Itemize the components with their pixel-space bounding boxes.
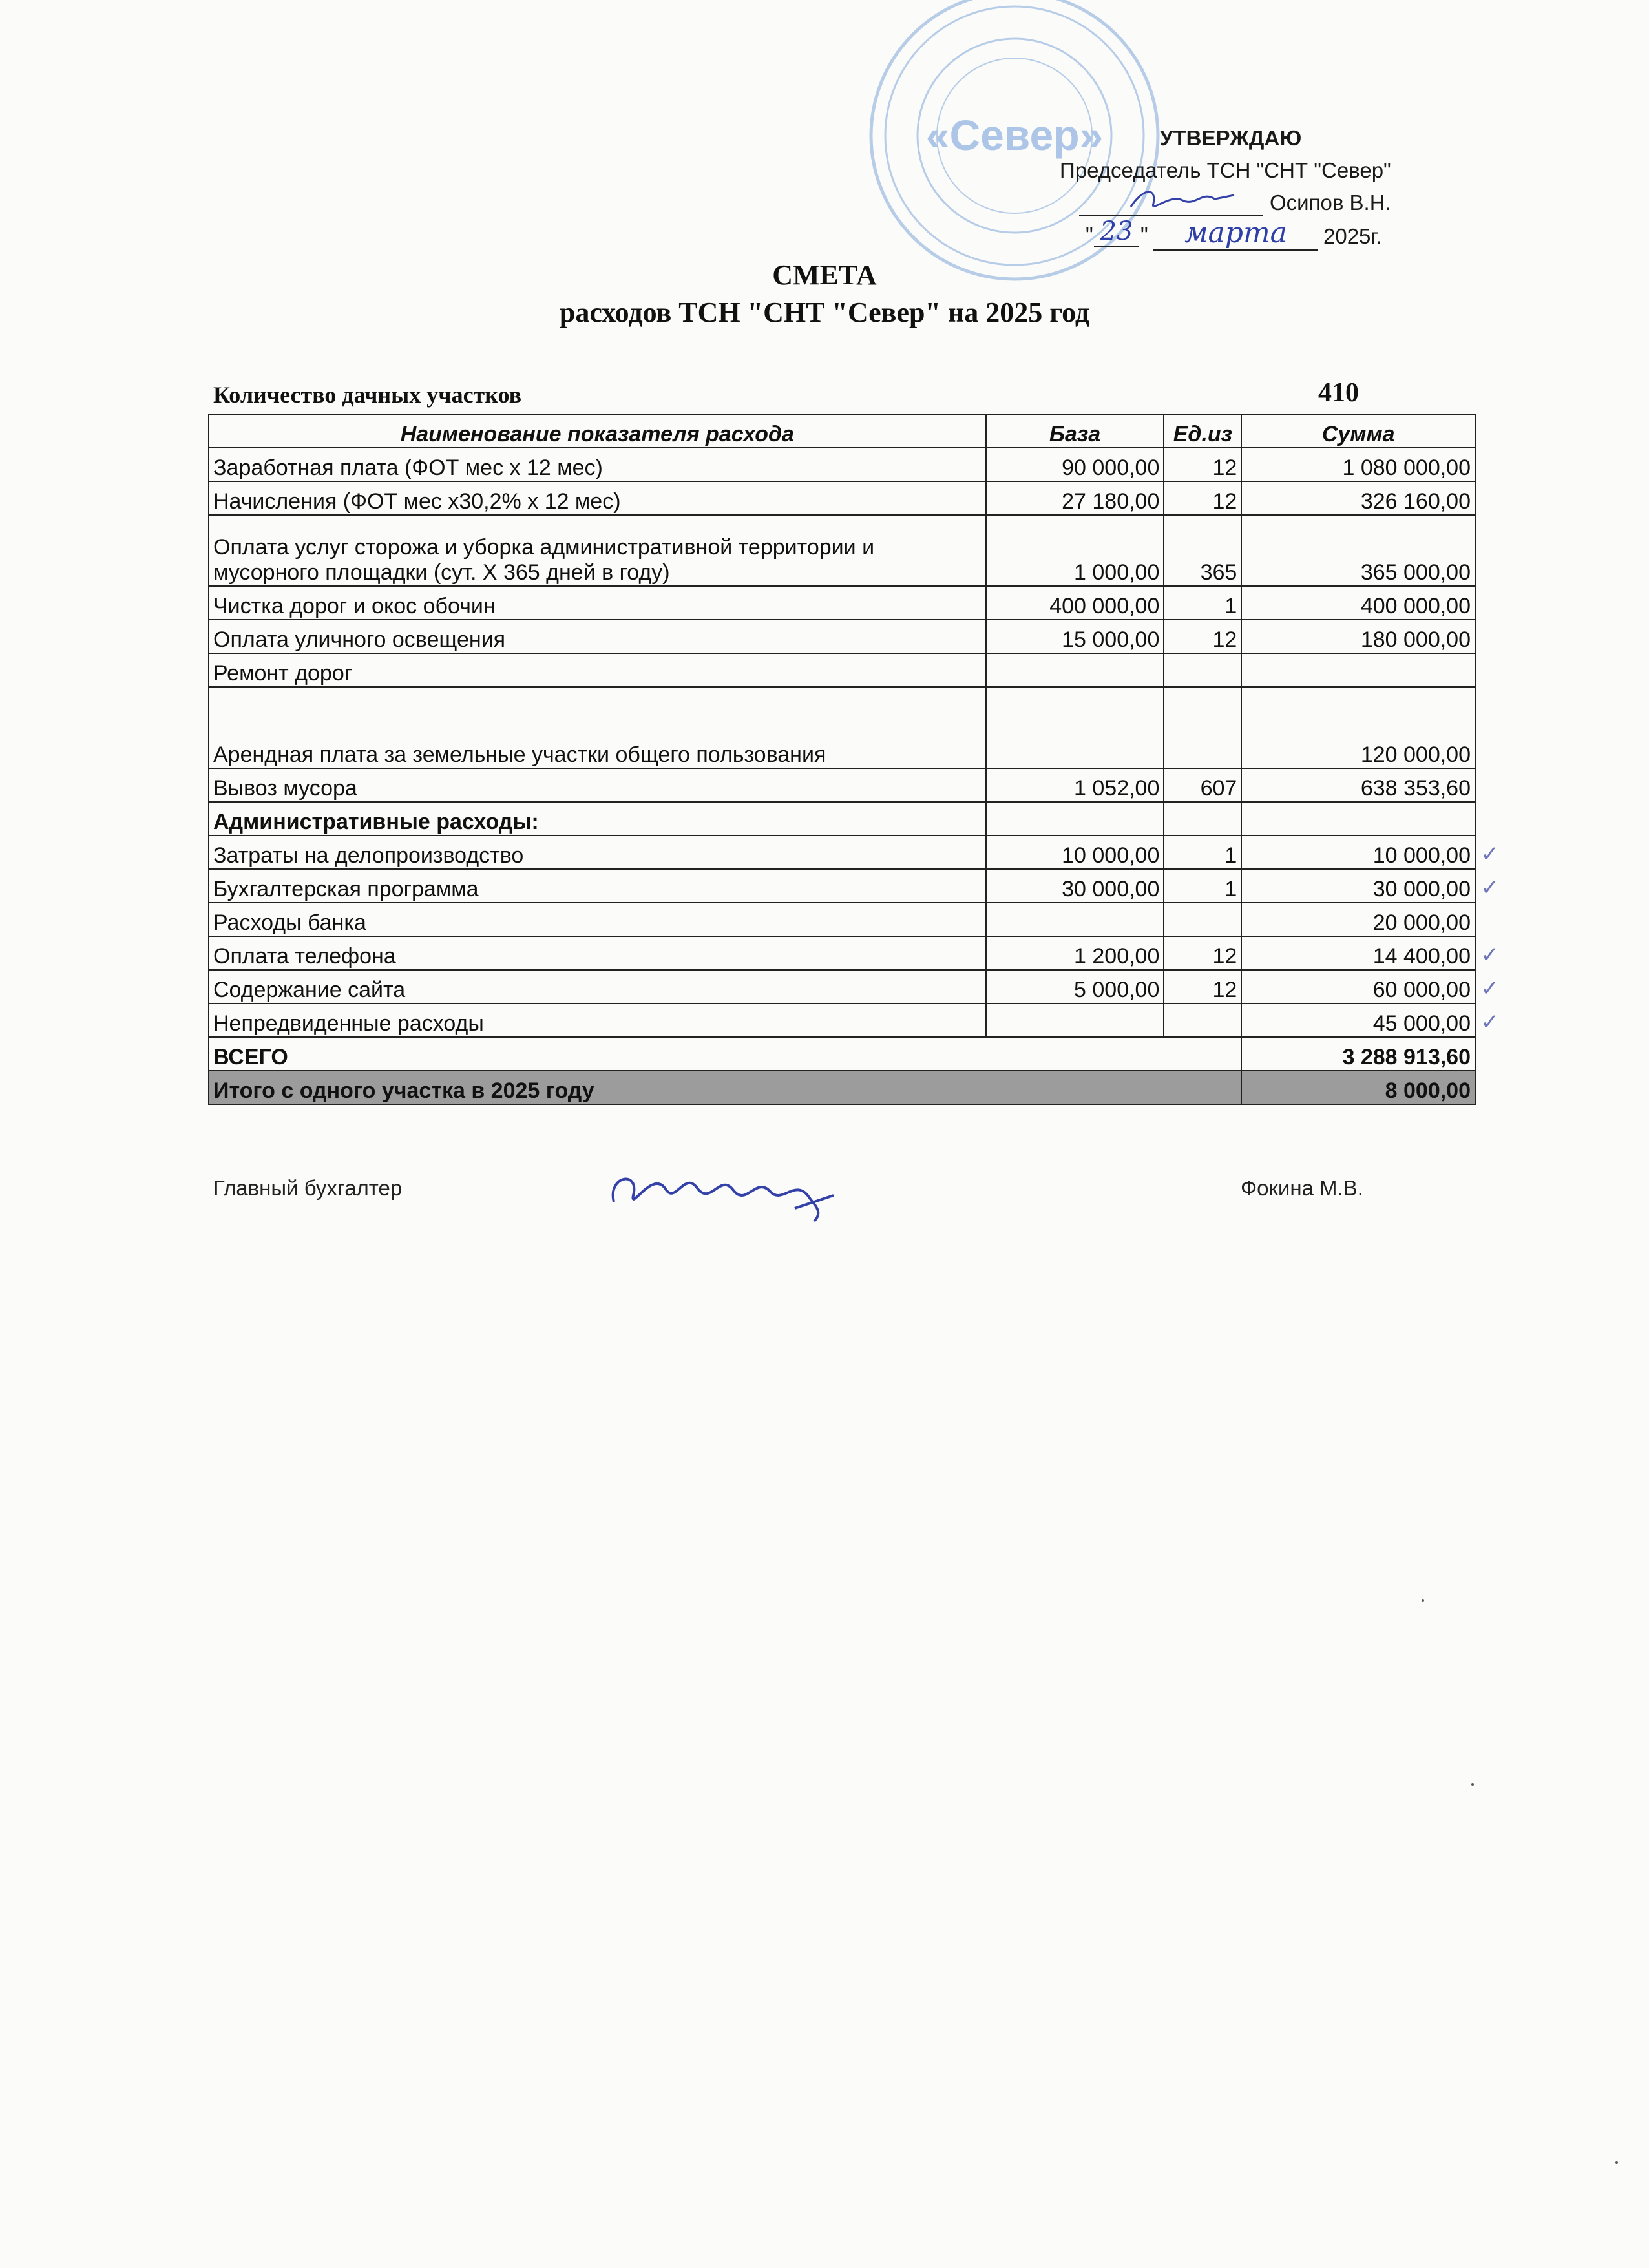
row-unit: 12 <box>1164 448 1241 481</box>
row-name: Чистка дорог и окос обочин <box>209 586 986 620</box>
row-name: Затраты на делопроизводство <box>209 835 986 869</box>
plots-count-value: 410 <box>1318 378 1359 408</box>
plots-count-label: Количество дачных участков <box>213 382 522 408</box>
row-name: Оплата услуг сторожа и уборка административной территории и мусорного площадки (сут. Х 365 дней в году) <box>209 515 986 586</box>
row-unit <box>1164 1003 1241 1037</box>
table-row <box>209 620 1475 653</box>
row-unit: 12 <box>1164 936 1241 970</box>
row-unit: 1 <box>1164 586 1241 620</box>
row-sum: 365 000,00 <box>1241 515 1475 586</box>
table-row <box>209 448 1475 481</box>
total-label: ВСЕГО <box>209 1037 1241 1071</box>
row-name: Начисления (ФОТ мес х30,2% х 12 мес) <box>209 481 986 515</box>
table-row <box>209 936 1475 970</box>
per-plot-row <box>209 1071 1475 1104</box>
row-sum: 14 400,00 ✓ <box>1241 936 1475 970</box>
total-value: 3 288 913,60 <box>1241 1037 1475 1071</box>
row-sum <box>1241 802 1475 835</box>
row-sum: 45 000,00 ✓ <box>1241 1003 1475 1037</box>
row-sum: 326 160,00 <box>1241 481 1475 515</box>
table-row <box>209 835 1475 869</box>
estimate-table <box>208 414 1476 1105</box>
row-sum: 20 000,00 <box>1241 903 1475 936</box>
approval-date-day: 23 <box>1094 216 1139 247</box>
row-base <box>986 687 1164 768</box>
row-base: 15 000,00 <box>986 620 1164 653</box>
row-base <box>986 903 1164 936</box>
row-base: 27 180,00 <box>986 481 1164 515</box>
row-name: Оплата уличного освещения <box>209 620 986 653</box>
row-sum: 1 080 000,00 <box>1241 448 1475 481</box>
row-sum: 10 000,00 ✓ <box>1241 835 1475 869</box>
row-name: Содержание сайта <box>209 970 986 1003</box>
scan-speck <box>1422 1599 1424 1602</box>
row-name: Заработная плата (ФОТ мес х 12 мес) <box>209 448 986 481</box>
document-title: СМЕТА <box>772 259 877 291</box>
row-base: 90 000,00 <box>986 448 1164 481</box>
row-base <box>986 1003 1164 1037</box>
table-row <box>209 653 1475 687</box>
row-base: 30 000,00 <box>986 869 1164 903</box>
per-plot-value: 8 000,00 <box>1241 1071 1475 1104</box>
row-sum <box>1241 653 1475 687</box>
date-quote-open: " <box>1086 223 1093 247</box>
accountant-signature-icon <box>601 1150 846 1228</box>
per-plot-label: Итого с одного участка в 2025 году <box>209 1071 1241 1104</box>
table-row <box>209 768 1475 802</box>
approval-signer: Осипов В.Н. <box>1270 191 1391 215</box>
row-unit <box>1164 653 1241 687</box>
row-unit <box>1164 687 1241 768</box>
table-row <box>209 1003 1475 1037</box>
row-unit: 365 <box>1164 515 1241 586</box>
table-row <box>209 481 1475 515</box>
section-heading: Административные расходы: <box>209 802 986 835</box>
row-base: 1 000,00 <box>986 515 1164 586</box>
document-subtitle: расходов ТСН "СНТ "Север" на 2025 год <box>559 297 1090 328</box>
header-unit: Ед.из <box>1164 414 1241 448</box>
row-base: 1 052,00 <box>986 768 1164 802</box>
row-sum: 120 000,00 <box>1241 687 1475 768</box>
row-name: Расходы банка <box>209 903 986 936</box>
header-base: База <box>986 414 1164 448</box>
row-name: Арендная плата за земельные участки общего пользования <box>209 687 986 768</box>
row-name: Оплата телефона <box>209 936 986 970</box>
row-unit: 607 <box>1164 768 1241 802</box>
chairman-signature-icon <box>1124 181 1241 220</box>
row-base: 5 000,00 <box>986 970 1164 1003</box>
plots-count-row <box>213 378 1473 408</box>
approval-role: Председатель ТСН "СНТ "Север" <box>1060 158 1391 182</box>
approval-date-month: марта <box>1153 216 1318 251</box>
total-row <box>209 1037 1475 1071</box>
approval-date-year: 2025г. <box>1323 224 1382 248</box>
scan-speck <box>1471 1783 1474 1786</box>
row-unit <box>1164 903 1241 936</box>
row-unit: 1 <box>1164 869 1241 903</box>
approval-title: УТВЕРЖДАЮ <box>1160 126 1302 150</box>
date-quote-close: " <box>1140 223 1148 247</box>
row-unit <box>1164 802 1241 835</box>
header-name: Наименование показателя расхода <box>209 414 986 448</box>
row-unit: 12 <box>1164 481 1241 515</box>
scan-speck <box>1615 2161 1618 2164</box>
row-base <box>986 802 1164 835</box>
stamp-center-text: «Север» <box>925 111 1104 159</box>
row-sum: 400 000,00 <box>1241 586 1475 620</box>
table-row <box>209 970 1475 1003</box>
row-base: 10 000,00 <box>986 835 1164 869</box>
header-sum: Сумма <box>1241 414 1475 448</box>
row-base <box>986 653 1164 687</box>
table-row <box>209 903 1475 936</box>
row-sum: 60 000,00 ✓ <box>1241 970 1475 1003</box>
row-name: Вывоз мусора <box>209 768 986 802</box>
row-unit: 12 <box>1164 970 1241 1003</box>
footer-name: Фокина М.В. <box>1241 1176 1363 1200</box>
table-row <box>209 687 1475 768</box>
table-row <box>209 515 1475 586</box>
table-row <box>209 869 1475 903</box>
table-row <box>209 802 1475 835</box>
row-name: Непредвиденные расходы <box>209 1003 986 1037</box>
row-base: 1 200,00 <box>986 936 1164 970</box>
row-sum: 180 000,00 <box>1241 620 1475 653</box>
footer-role: Главный бухгалтер <box>213 1176 403 1200</box>
row-name: Ремонт дорог <box>209 653 986 687</box>
table-header-row <box>209 414 1475 448</box>
row-base: 400 000,00 <box>986 586 1164 620</box>
table-row <box>209 586 1475 620</box>
row-name: Бухгалтерская программа <box>209 869 986 903</box>
row-sum: 30 000,00 ✓ <box>1241 869 1475 903</box>
row-sum: 638 353,60 <box>1241 768 1475 802</box>
row-unit: 1 <box>1164 835 1241 869</box>
row-unit: 12 <box>1164 620 1241 653</box>
